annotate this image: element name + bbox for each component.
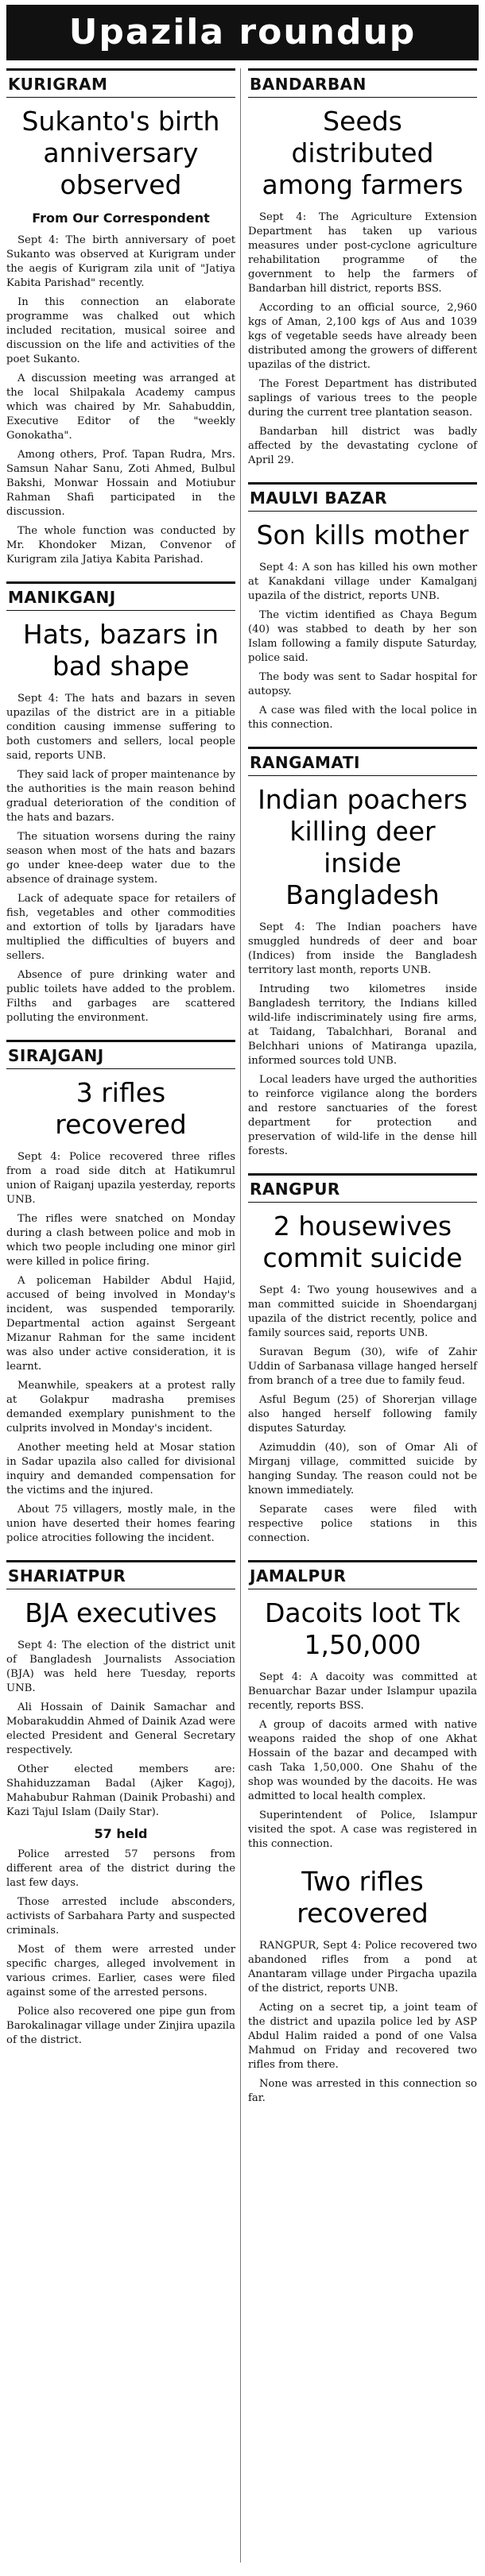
news-story [248,747,477,1159]
story-paragraph: None was arrested in this connection so far. [248,2078,477,2104]
story-body [6,692,235,1025]
story-headline: 2 housewives commit suicide [262,1211,463,1273]
story-paragraph: Those arrested include absconders, activists of Sarbahara Party and suspected criminals. [6,1896,235,1937]
story-paragraph: Police also recovered one pipe gun from Barokalinagar village under Zinjira upazila of the district. [6,2006,235,2046]
story-body [6,234,235,567]
story-paragraph: In this connection an elaborate programme was chalked out which included recitation, musical soiree and discussion on the life and activities of the poet Sukanto. [6,296,235,365]
left-column [6,68,235,2062]
story-body [248,1284,477,1546]
story-paragraph: They said lack of proper maintenance by the authorities is the main reason behind gradual deterioration of the condition of the hats and bazars. [6,769,235,824]
story-paragraph: Sept 4: The hats and bazars in seven upazilas of the district are in a pitiable condition causing immense suffering to both customers and sellers, local people said, reports UNB. [6,693,235,762]
story-paragraph: The whole function was conducted by Mr. Khondoker Mizan, Convenor of Kurigram zila Jatiya Kabita Parishad. [6,525,235,566]
story-paragraph: Sept 4: The election of the district unit of Bangladesh Journalists Association (BJA) was held here Tuesday, reports UNB. [6,1639,235,1694]
story-body [248,561,477,732]
story-body [248,210,477,468]
story-paragraph: The body was sent to Sadar hospital for autopsy. [248,671,477,697]
story-paragraph: Local leaders have urged the authorities to reinforce vigilance along the borders and restore sanctuaries of the forest department for protection and preservation of wild-life in the dense hill forests. [248,1074,477,1157]
dateline-place: RANGAMATI [248,747,477,776]
story-headline: Hats, bazars in bad shape [22,619,219,682]
news-story [6,1560,235,2048]
story-headline: BJA executives [25,1597,217,1628]
story-paragraph: A group of dacoits armed with native weapons raided the shop of one Akhat Hossain of the bazar and decamped with cash Taka 1,50,000. One Shahu of the shop was wounded by the dacoits. He was admitted to local health complex. [248,1719,477,1802]
story-paragraph: A case was filed with the local police in this connection. [248,705,477,731]
story-paragraph: Lack of adequate space for retailers of fish, vegetables and other commodities and extortion of tolls by Ijaradars have multiplied the difficulties of buyers and sellers. [6,893,235,962]
story-headline: 3 rifles recovered [55,1077,187,1140]
story-paragraph: Acting on a secret tip, a joint team of the district and upazila police led by ASP Abdul Halim raided a pond of one Valsa Mahmud on Friday and recovered two rifles from there. [248,2002,477,2071]
story-paragraph: According to an official source, 2,960 kgs of Aman, 2,100 kgs of Aus and 1039 kgs of vegetable seeds have already been distributed among the growers of different upazilas of the district. [248,302,477,371]
story-headline: Dacoits loot Tk 1,50,000 [264,1597,460,1660]
story-headline: Sukanto's birth anniversary observed [21,106,220,200]
news-story [6,1040,235,1546]
news-story [6,581,235,1025]
story-paragraph: A policeman Habilder Abdul Hajid, accused of being involved in Monday's incident, was suspended temporarily. Departmental action against Sergeant Mizanur Rahman for the same incident was also under active consideration, it is learnt. [6,1275,235,1373]
story-paragraph: Police arrested 57 persons from different area of the district during the last few days. [6,1848,235,1889]
story-headline: Seeds distributed among farmers [262,106,464,200]
story-paragraph: Separate cases were filed with respective police stations in this connection. [248,1504,477,1544]
dateline-place: JAMALPUR [248,1560,477,1589]
right-column [248,68,477,2120]
story-paragraph: About 75 villagers, mostly male, in the union have deserted their homes fearing police atrocities following the incident. [6,1504,235,1544]
story-paragraph: The Forest Department has distributed saplings of various trees to the people during the current tree plantation season. [248,378,477,419]
story-paragraph: Sept 4: A son has killed his own mother at Kanakdani village under Kamalganj upazila of the district, reports UNB. [248,562,477,602]
story-paragraph: The situation worsens during the rainy season when most of the hats and bazars go under knee-deep water due to the absence of drainage system. [6,831,235,886]
news-story [248,68,477,468]
story-paragraph: Superintendent of Police, Islampur visited the spot. A case was registered in this connection. [248,1809,477,1850]
story-paragraph: Intruding two kilometres inside Bangladesh territory, the Indians killed wild-life indiscriminately using fire arms, at Taidang, Tabalchhari, Boranal and Belchhari unions of Matiranga upazila, informed sources told UNB. [248,983,477,1067]
story-paragraph: The rifles were snatched on Monday during a clash between police and mob in which two people including one minor girl were killed in police firing. [6,1213,235,1268]
page-banner: Upazila roundup [6,5,479,60]
story-paragraph: Sept 4: Police recovered three rifles from a road side ditch at Hatikumrul union of Raiganj upazila yesterday, reports UNB. [6,1151,235,1206]
dateline-place: MAULVI BAZAR [248,482,477,512]
news-story [248,1560,477,1852]
story-subhead: 57 held [94,1826,148,1841]
news-story [248,1866,477,2106]
story-body [6,1639,235,2048]
story-paragraph: Sept 4: The birth anniversary of poet Sukanto was observed at Kurigram under the aegis of Kurigram zila unit of "Jatiya Kabita Parishad" recently. [6,234,235,289]
story-paragraph: Suravan Begum (30), wife of Zahir Uddin of Sarbanasa village hanged herself from branch of a tree due to family feud. [248,1346,477,1387]
story-paragraph: Sept 4: A dacoity was committed at Benuarchar Bazar under Islampur upazila recently, reports BSS. [248,1671,477,1712]
dateline-place: BANDARBAN [248,68,477,98]
dateline-place: RANGPUR [248,1173,477,1203]
news-story [248,1173,477,1546]
story-body [248,921,477,1159]
story-paragraph: Absence of pure drinking water and public toilets have added to the problem. Filths and garbages are scattered polluting the environment. [6,969,235,1024]
story-paragraph: Sept 4: The Agriculture Extension Department has taken up various measures under post-cyclone agriculture rehabilitation programme of the government to help the farmers of Bandarban hill district, reports BSS. [248,211,477,295]
story-paragraph: Meanwhile, speakers at a protest rally at Golakpur madrasha premises demanded exemplary punishment to the culprits involved in Monday's incident. [6,1380,235,1435]
story-paragraph: Azimuddin (40), son of Omar Ali of Mirganj village, committed suicide by hanging Sunday. The reason could not be known immediately. [248,1442,477,1497]
story-paragraph: A discussion meeting was arranged at the local Shilpakala Academy campus which was chaired by Mr. Sahabuddin, Executive Editor of the "weekly Gonokatha". [6,373,235,442]
dateline-place: SHARIATPUR [6,1560,235,1589]
story-paragraph: RANGPUR, Sept 4: Police recovered two abandoned rifles from a pond at Anantaram village under Pirgacha upazila of the district, reports UNB. [248,1940,477,1995]
story-byline: From Our Correspondent [32,210,210,226]
story-paragraph: The victim identified as Chaya Begum (40) was stabbed to death by her son Islam following a family dispute Saturday, police said. [248,609,477,664]
story-paragraph: Asful Begum (25) of Shorerjan village also hanged herself following family disputes Saturday. [248,1394,477,1435]
story-body [248,1939,477,2106]
story-paragraph: Among others, Prof. Tapan Rudra, Mrs. Samsun Nahar Sanu, Zoti Ahmed, Bulbul Bakshi, Monwar Hossain and Motiubur Rahman Shafi participated in the discussion. [6,449,235,518]
column-divider [240,68,241,2562]
dateline-place: KURIGRAM [6,68,235,98]
story-paragraph: Sept 4: The Indian poachers have smuggled hundreds of deer and boar (Indices) from inside the Bangladesh territory last month, reports UNB. [248,921,477,976]
story-headline: Indian poachers killing deer inside Bangladesh [258,784,468,910]
story-body [248,1670,477,1852]
dateline-place: SIRAJGANJ [6,1040,235,1069]
story-paragraph: Bandarban hill district was badly affected by the devastating cyclone of April 29. [248,426,477,466]
dateline-place: MANIKGANJ [6,581,235,611]
story-paragraph: Most of them were arrested under specific charges, alleged involvement in various crimes. Earlier, cases were filed against some of the arrested persons. [6,1944,235,1999]
news-story [6,68,235,567]
story-paragraph: Sept 4: Two young housewives and a man committed suicide in Shoendarganj upazila of the district recently, police and family sources said, reports UNB. [248,1284,477,1339]
story-headline: Two rifles recovered [297,1866,429,1929]
story-paragraph: Ali Hossain of Dainik Samachar and Mobarakuddin Ahmed of Dainik Azad were elected President and General Secretary respectively. [6,1701,235,1756]
story-paragraph: Another meeting held at Mosar station in Sadar upazila also called for divisional inquiry and demanded compensation for the victims and the injured. [6,1442,235,1497]
news-story [248,482,477,732]
story-body [6,1150,235,1546]
story-headline: Son kills mother [256,519,469,550]
story-paragraph: Other elected members are: Shahiduzzaman Badal (Ajker Kagoj), Mahabubur Rahman (Dainik Probashi) and Kazi Tajul Islam (Daily Star). [6,1763,235,1818]
